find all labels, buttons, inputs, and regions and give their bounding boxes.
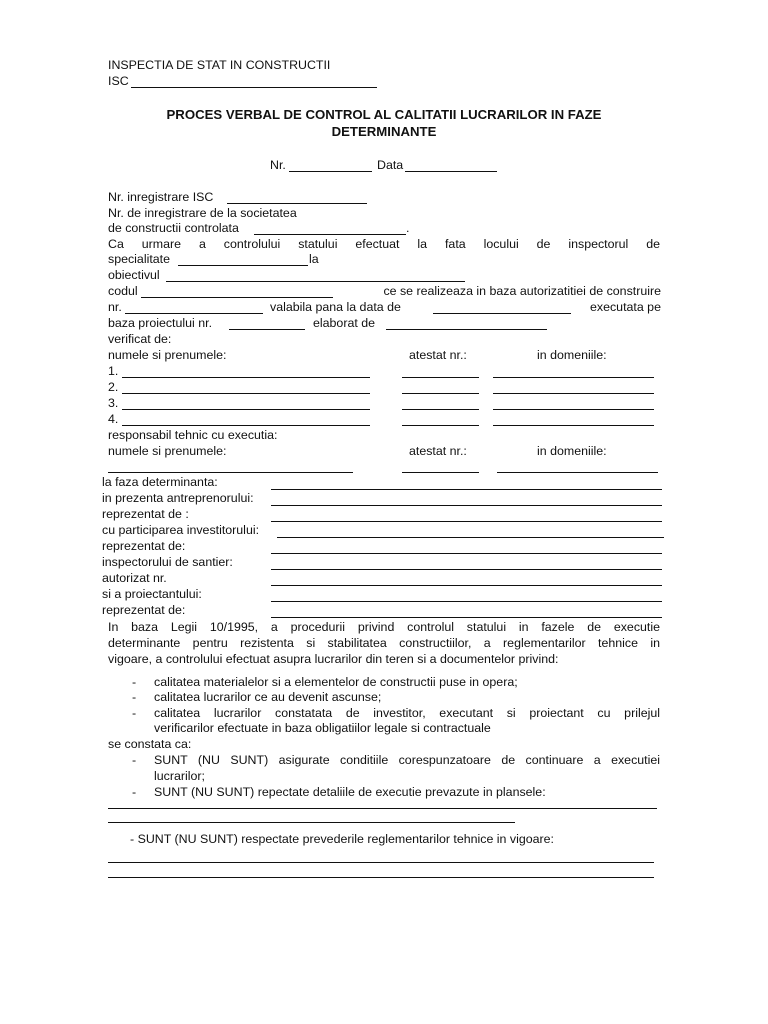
row2-atestat-blank[interactable] [402,393,479,394]
constata-marker-1: - [132,753,137,767]
bullet-marker-3: - [132,706,137,720]
nr-label: Nr. [270,158,286,172]
col-numele: numele si prenumele: [108,348,227,362]
obiectivul-label: obiectivul [108,268,160,282]
row-number-4: 4. [108,412,119,426]
codul-label: codul [108,284,138,298]
isc-label: ISC [108,74,129,88]
legal-paragraph-line1: In baza Legii 10/1995, a procedurii privind controlul statului in fazele de executie [108,620,660,634]
elaborat-label: elaborat de [313,316,376,330]
resp-col-domenii: in domeniile: [537,444,607,458]
autorizat-label: autorizat nr. [102,571,167,585]
bullet-marker-1: - [132,675,137,689]
baza-proiect-blank[interactable] [229,329,305,330]
document-title-line2: DETERMINANTE [331,124,437,139]
nr-isc-blank[interactable] [227,203,367,204]
row4-atestat-blank[interactable] [402,425,479,426]
nr-soc-label: Nr. de inregistrare de la societatea [108,206,297,220]
period: . [406,221,410,235]
reprezentat-2-label: reprezentat de: [102,539,186,553]
row3-name-blank[interactable] [122,409,370,410]
reprezentat-1-label: reprezentat de : [102,507,189,521]
row-number-2: 2. [108,380,119,394]
antreprenor-blank[interactable] [271,505,662,506]
investitor-blank[interactable] [277,537,664,538]
proiectant-label: si a proiectantului: [102,587,202,601]
row-number-1: 1. [108,364,119,378]
reprezentat-3-label: reprezentat de: [102,603,186,617]
row3-atestat-blank[interactable] [402,409,479,410]
row4-name-blank[interactable] [122,425,370,426]
data-blank[interactable] [405,171,497,172]
constata-1-line2: lucrarilor; [154,769,205,783]
valabila-blank[interactable] [433,313,571,314]
inspector-santier-label: inspectorului de santier: [102,555,233,569]
resp-domenii-blank[interactable] [497,472,658,473]
specialitate-label: specialitate [108,252,170,266]
constata-marker-2: - [132,785,137,799]
row1-domenii-blank[interactable] [493,377,654,378]
baza-proiect-label: baza proiectului nr. [108,316,213,330]
proiectant-blank[interactable] [271,601,662,602]
isc-blank[interactable] [131,87,377,88]
autorizat-blank[interactable] [271,585,662,586]
la-label: la [309,252,319,266]
specialitate-blank[interactable] [178,265,308,266]
nr-isc-label: Nr. inregistrare ISC [108,190,214,204]
nr-label-2: nr. [108,300,122,314]
reprezentat-2-blank[interactable] [271,553,662,554]
responsabil-label: responsabil tehnic cu executia: [108,428,278,442]
nr-autorizatie-blank[interactable] [125,313,263,314]
codul-blank[interactable] [141,297,333,298]
legal-paragraph-line2: determinante pentru rezistenta si stabilitatea constructiilor, a reglementarilor tehnice in [108,636,660,650]
row2-name-blank[interactable] [122,393,370,394]
row4-domenii-blank[interactable] [493,425,654,426]
plansele-blank-2[interactable] [108,822,515,823]
bullet-3-line1: calitatea lucrarilor constatata de investitor, executant si proiectant cu prilejul [154,706,660,720]
resp-col-numele: numele si prenumele: [108,444,227,458]
data-label: Data [377,158,404,172]
executata-label: executata pe [590,300,661,314]
row-number-3: 3. [108,396,119,410]
bullet-2: calitatea lucrarilor ce au devenit ascunse; [154,690,382,704]
constata-1-line1: SUNT (NU SUNT) asigurate conditiile corespunzatoare de continuare a executiei [154,753,660,767]
nr-blank[interactable] [289,171,372,172]
col-domenii: in domeniile: [537,348,607,362]
nr-soc-label-2: de constructii controlata [108,221,239,235]
row1-name-blank[interactable] [122,377,370,378]
reglementari-blank-2[interactable] [108,877,654,878]
row1-atestat-blank[interactable] [402,377,479,378]
resp-col-atestat: atestat nr.: [409,444,467,458]
col-atestat: atestat nr.: [409,348,467,362]
inspector-santier-blank[interactable] [271,569,662,570]
verificat-label: verificat de: [108,332,172,346]
codul-tail: ce se realizeaza in baza autorizatitiei de construire [383,284,661,298]
bullet-3-line2: verificarilor efectuate in baza obligatiilor legale si contractuale [154,721,491,735]
reprezentat-3-blank[interactable] [271,617,662,618]
document-title-line1: PROCES VERBAL DE CONTROL AL CALITATII LUCRARILOR IN FAZE [166,107,602,122]
bullet-1: calitatea materialelor si a elementelor de constructii puse in opera; [154,675,518,689]
elaborat-blank[interactable] [386,329,547,330]
antreprenor-label: in prezenta antreprenorului: [102,491,254,505]
plansele-blank-1[interactable] [108,808,657,809]
resp-atestat-blank[interactable] [402,472,479,473]
faza-blank[interactable] [271,489,662,490]
faza-label: la faza determinanta: [102,475,218,489]
row2-domenii-blank[interactable] [493,393,654,394]
constata-2: SUNT (NU SUNT) repectate detaliile de executie prevazute in plansele: [154,785,546,799]
nr-soc-blank[interactable] [254,234,406,235]
valabila-label: valabila pana la data de [270,300,401,314]
reprezentat-1-blank[interactable] [271,521,662,522]
legal-paragraph-line3: vigoare, a controlului efectuat asupra lucrarilor din teren si a documentelor privind: [108,652,559,666]
obiectivul-blank[interactable] [166,281,465,282]
investitor-label: cu participarea investitorului: [102,523,260,537]
constata-3: - SUNT (NU SUNT) respectate prevederile reglementarilor tehnice in vigoare: [130,832,554,846]
bullet-marker-2: - [132,690,137,704]
institution-name: INSPECTIA DE STAT IN CONSTRUCTII [108,58,331,72]
row3-domenii-blank[interactable] [493,409,654,410]
reglementari-blank-1[interactable] [108,862,654,863]
constata-label: se constata ca: [108,737,192,751]
ca-urmare-line: Ca urmare a controlului statului efectuat la fata locului de inspectorul de [108,237,660,251]
resp-name-blank[interactable] [108,472,353,473]
